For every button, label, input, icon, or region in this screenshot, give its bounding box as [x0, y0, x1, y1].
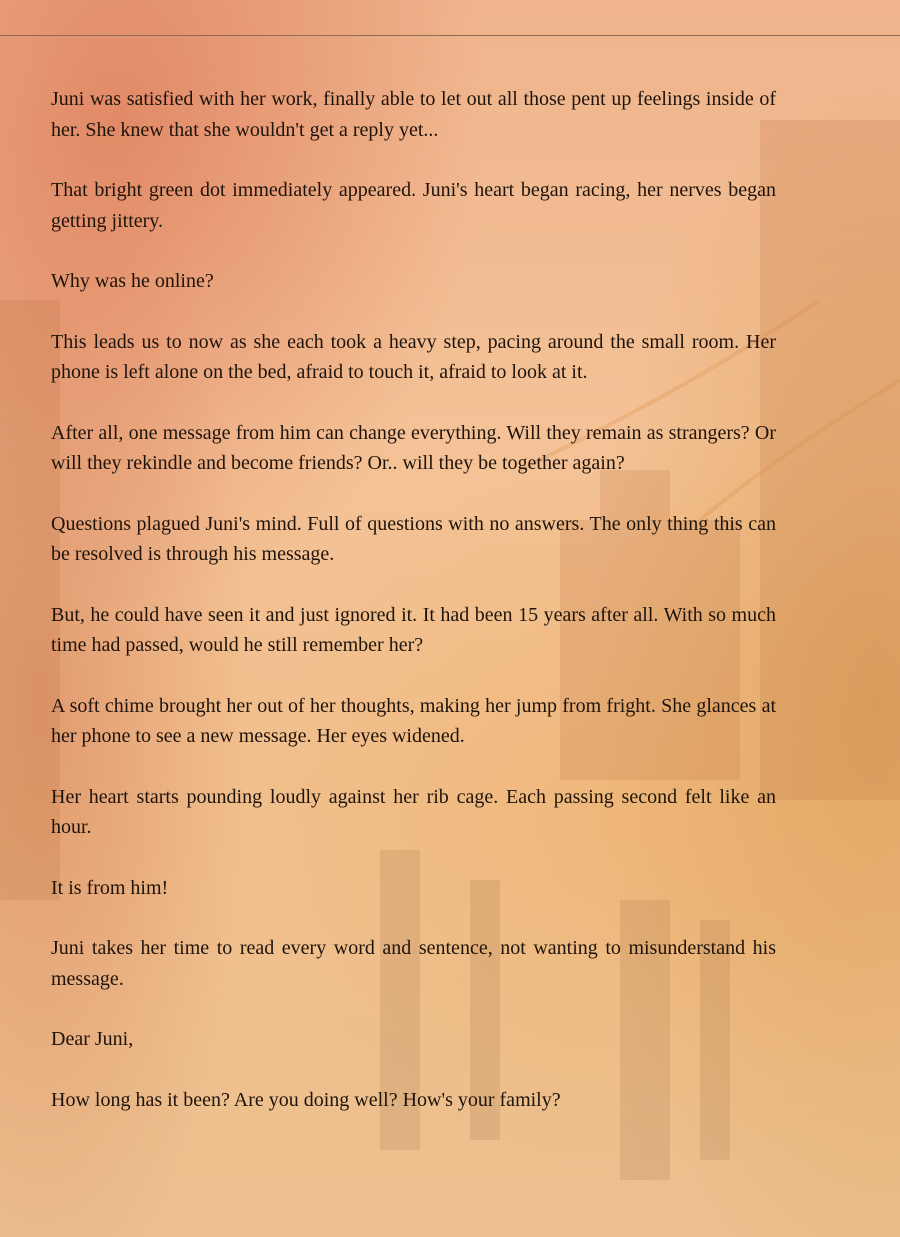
paragraph-6: Questions plagued Juni's mind. Full of questions with no answers. The only thing this can be resolved is through his message.	[51, 512, 776, 565]
letter-body: How long has it been? Are you doing well? How's your family?	[51, 1088, 561, 1111]
paragraph-9: Her heart starts pounding loudly against her rib cage. Each passing second felt like an hour.	[51, 785, 776, 838]
paragraph-5: After all, one message from him can change everything. Will they remain as strangers? Or will they rekindle and become friends? Or.. will they be together again?	[51, 421, 776, 474]
letter-salutation: Dear Juni,	[51, 1028, 134, 1050]
paragraph-7: But, he could have seen it and just ignored it. It had been 15 years after all. With so much time had passed, would he still remember her?	[51, 603, 776, 656]
paragraph-10: It is from him!	[51, 876, 169, 899]
paragraph-3: Why was he online?	[51, 270, 214, 292]
paragraph-2: That bright green dot immediately appeared. Juni's heart began racing, her nerves began getting jittery.	[51, 179, 776, 232]
paragraph-11: Juni takes her time to read every word and sentence, not wanting to misunderstand his message.	[51, 937, 776, 990]
paragraph-8: A soft chime brought her out of her thoughts, making her jump from fright. She glances at her phone to see a new message. Her eyes widened.	[51, 694, 776, 747]
paragraph-1: Juni was satisfied with her work, finally able to let out all those pent up feelings inside of her. She knew that she wouldn't get a reply yet...	[51, 88, 776, 141]
story-text	[51, 84, 776, 1145]
top-divider	[0, 35, 900, 36]
paragraph-4: This leads us to now as she each took a heavy step, pacing around the small room. Her phone is left alone on the bed, afraid to touch it, afraid to look at it.	[51, 330, 776, 383]
